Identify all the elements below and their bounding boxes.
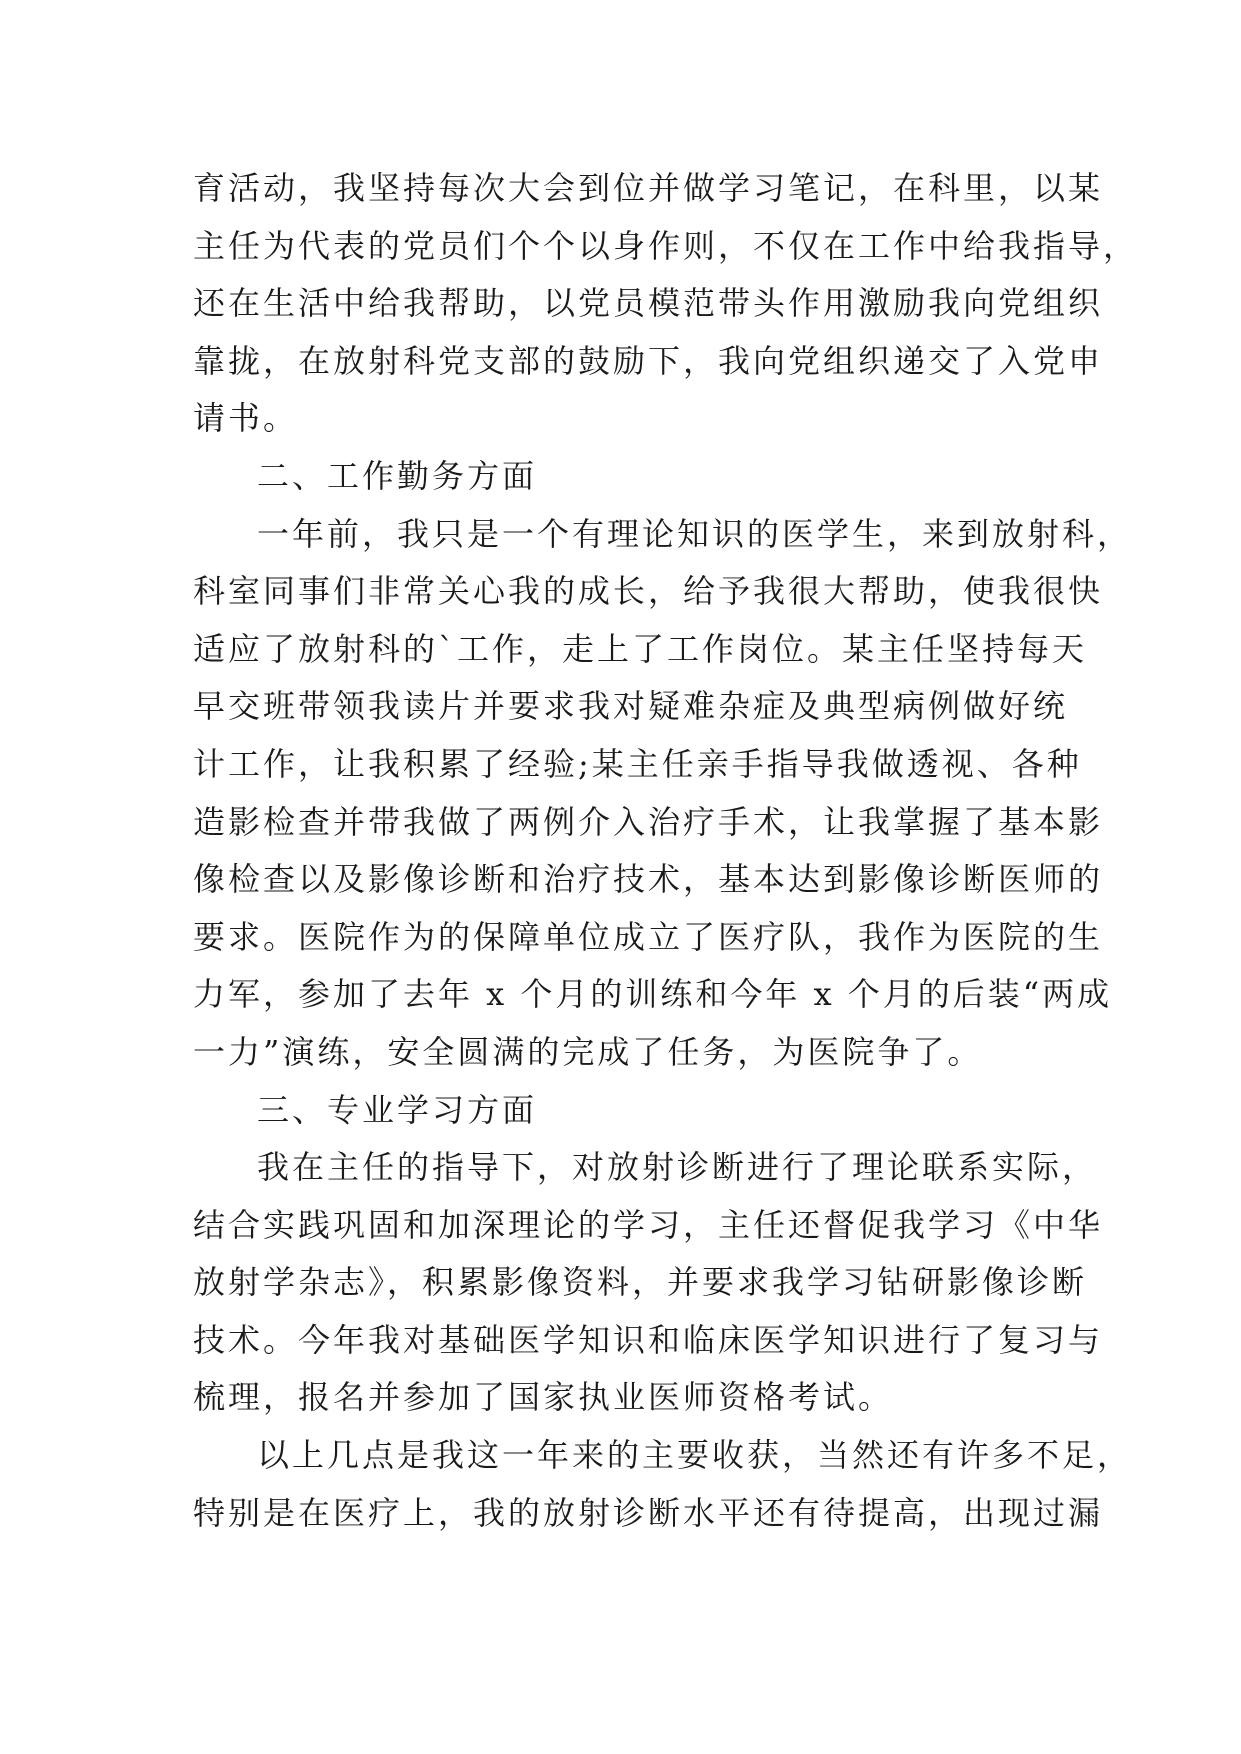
- document-body: [193, 160, 1139, 1542]
- text-line: 像检查以及影像诊断和治疗技术，基本达到影像诊断医师的: [193, 860, 1104, 899]
- text-line: 一年前，我只是一个有理论知识的医学生，来到放射科，: [257, 514, 1133, 553]
- text-line: 主任为代表的党员们个个以身作则，不仅在工作中给我指导，: [193, 226, 1139, 265]
- text-line: 早交班带领我读片并要求我对疑难杂症及典型病例做好统: [193, 687, 1069, 726]
- text-line: 特别是在医疗上，我的放射诊断水平还有待提高，出现过漏: [193, 1493, 1104, 1532]
- text-line: 一力”演练，安全圆满的完成了任务，为医院争了。: [193, 1032, 983, 1071]
- text-line: 技术。今年我对基础医学知识和临床医学知识进行了复习与: [193, 1320, 1104, 1359]
- text-line: 靠拢，在放射科党支部的鼓励下，我向党组织递交了入党申: [193, 341, 1104, 380]
- text-line: 还在生活中给我帮助，以党员模范带头作用激励我向党组织: [193, 284, 1104, 323]
- text-line: 二、工作勤务方面: [257, 456, 538, 495]
- text-line: 我在主任的指导下，对放射诊断进行了理论联系实际，: [257, 1148, 1098, 1187]
- text-line: 梳理，报名并参加了国家执业医师资格考试。: [193, 1378, 894, 1417]
- text-line: 放射学杂志》，积累影像资料，并要求我学习钻研影像诊断: [193, 1263, 1088, 1302]
- text-line: 要求。医院作为的保障单位成立了医疗队，我作为医院的生: [193, 917, 1104, 956]
- text-line: 适应了放射科的`工作，走上了工作岗位。某主任坚持每天: [193, 629, 1088, 668]
- text-line: 结合实践巩固和加深理论的学习，主任还督促我学习《中华: [193, 1205, 1104, 1244]
- text-line: 以上几点是我这一年来的主要收获，当然还有许多不足，: [257, 1436, 1133, 1475]
- text-line: 力军，参加了去年 x 个月的训练和今年 x 个月的后装“两成: [193, 975, 1113, 1014]
- text-line: 请书。: [193, 399, 299, 438]
- text-line: 育活动，我坚持每次大会到位并做学习笔记，在科里，以某: [193, 169, 1104, 207]
- text-line: 计工作，让我积累了经验;某主任亲手指导我做透视、各种: [193, 744, 1082, 783]
- text-line: 造影检查并带我做了两例介入治疗手术，让我掌握了基本影: [193, 802, 1104, 841]
- text-line: 科室同事们非常关心我的成长，给予我很大帮助，使我很快: [193, 572, 1104, 611]
- text-line: 三、专业学习方面: [257, 1090, 538, 1129]
